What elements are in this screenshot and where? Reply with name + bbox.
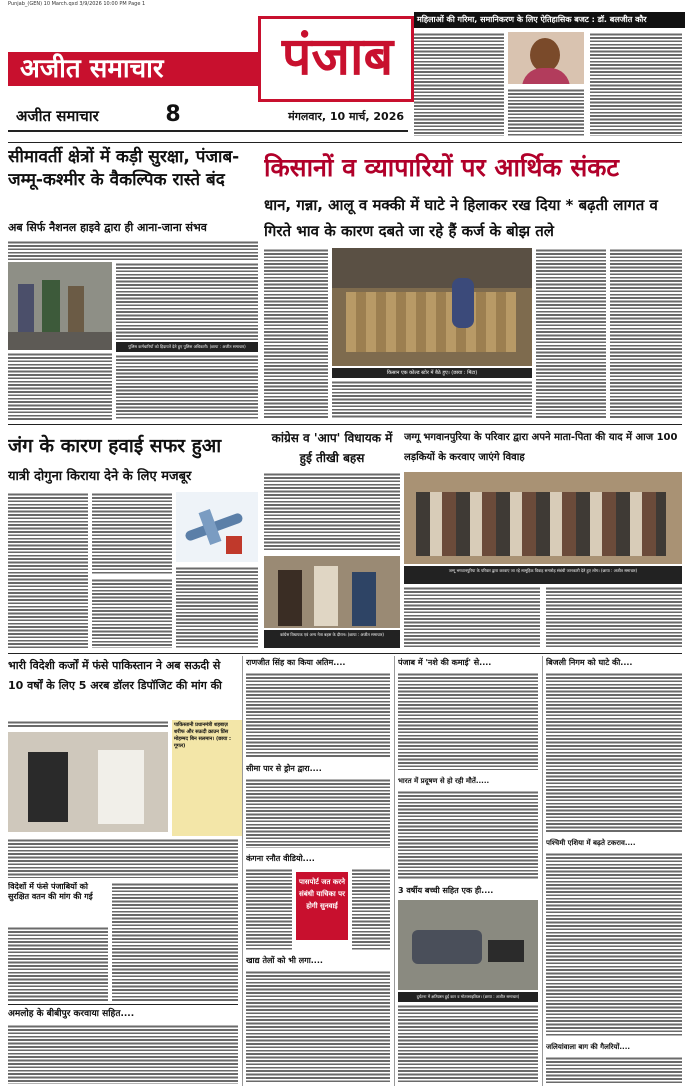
mid-text-3a xyxy=(246,868,292,950)
story6-text-c xyxy=(112,882,238,1002)
page-number: 8 xyxy=(165,102,181,127)
story3-text-c xyxy=(176,566,258,648)
story5-headline: जग्गू भगवानपुरिया के परिवार द्वारा अपने माता-पिता की याद में आज 100 लड़कियों के करवाए जाएंगे विवाह xyxy=(404,432,678,463)
story3-text-d xyxy=(92,578,172,648)
divider xyxy=(542,656,543,1086)
story3-text-b xyxy=(92,492,172,574)
mid-text-2 xyxy=(246,778,390,848)
story-amloh xyxy=(8,1006,238,1086)
mid-text-3b xyxy=(352,868,390,950)
story-air-travel xyxy=(8,428,258,650)
story2-text-d xyxy=(610,248,682,418)
far-text-1 xyxy=(546,672,682,832)
top-right-text-2 xyxy=(508,88,584,136)
masthead-rule xyxy=(8,130,408,132)
story-border-security xyxy=(8,146,258,421)
story6-text-a xyxy=(8,720,168,728)
top-right-headline: महिलाओं की गरिमा, समानिकरण के लिए ऐतिहासिक बजट : डॉ. बलजीत कौर xyxy=(414,12,685,28)
mid-headline-2: सीमा पार से ड्रोन द्वारा.... xyxy=(246,764,322,773)
file-info-line xyxy=(8,1,528,9)
story3-subhead: यात्री दोगुना किराया देने के लिए मजबूर xyxy=(8,469,192,484)
top-right-text-1 xyxy=(414,32,504,136)
story6-subhead: विदेशों में फंसे पंजाबियों को सुरक्षित वतन की मांग की गई xyxy=(8,882,93,901)
story1-text-c xyxy=(116,354,258,420)
story6-text-b xyxy=(8,838,238,878)
pm-crown-prince-photo xyxy=(8,732,168,832)
right-text-2 xyxy=(398,790,538,880)
far-headline-2: पश्चिमी एशिया में बढ़ते टकराव.... xyxy=(546,839,636,847)
airplane-illustration xyxy=(176,492,258,562)
top-right-text-3 xyxy=(590,32,682,136)
story-congress-aap xyxy=(264,428,400,650)
right-text-1 xyxy=(398,672,538,770)
far-text-2 xyxy=(546,852,682,1036)
mid-text-1 xyxy=(246,672,390,758)
right-headline-1: पंजाब में 'नशे की कमाई' से.... xyxy=(398,658,492,667)
story2-caption: किसान एक कोल्ड स्टोर में बैठे हुए। (छाया : मिंटा) xyxy=(332,368,532,378)
story7-text xyxy=(8,1024,238,1084)
far-headline-1: बिजली निगम को घाटे की.... xyxy=(546,658,633,667)
story2-subhead: धान, गन्ना, आलू व मक्की में घाटे ने हिलाकर रख दिया * बढ़ती लागत व गिरते भाव के कारण दबते जा रहे हैं कर्ज के बोझ तले xyxy=(264,196,658,240)
story5-caption: जग्गू भगवानपुरिया के परिवार द्वारा करवाए जा रहे सामूहिक विवाह समारोह संबंधी जानकारी देते हुए लोग। (छाया : अजीत समाचार) xyxy=(404,566,682,584)
story4-caption: कांग्रेस विधायक एवं अन्य नेता बहस के दौरान। (छाया : अजीत समाचार) xyxy=(264,630,400,648)
far-headline-3: जलियांवाला बाग की गैलरियों.... xyxy=(546,1043,631,1051)
story3-headline: जंग के कारण हवाई सफर हुआ xyxy=(8,435,222,457)
cold-store-photo xyxy=(332,248,532,366)
story1-headline: सीमावर्ती क्षेत्रों में कड़ी सुरक्षा, पंजाब-जम्मू-कश्मीर के वैकल्पिक रास्ते बंद xyxy=(8,147,240,190)
mid-text-4 xyxy=(246,970,390,1084)
story2-headline: किसानों व व्यापारियों पर आर्थिक संकट xyxy=(264,153,620,182)
page-date: मंगलवार, 10 मार्च, 2026 xyxy=(288,110,404,123)
mla-debate-photo xyxy=(264,556,400,628)
continuations-column-b xyxy=(398,656,538,1086)
divider xyxy=(8,424,682,425)
story1-text-a xyxy=(8,352,112,420)
mid-headline-4: खाद्य तेलों को भी लगा.... xyxy=(246,956,323,965)
right-headline-3: 3 वर्षीय बच्ची सहित एक ही.... xyxy=(398,886,494,895)
passport-box-text: पासपोर्ट जत करने संबंधी याचिका पर होगी सुनवाई xyxy=(298,878,346,910)
story7-headline: अमलोह के बीबीपुर करवाया सहित.... xyxy=(8,1009,135,1019)
masthead-sub-left: अजीत समाचार xyxy=(16,107,99,125)
story1-caption: पुलिस कर्मचारियों को हिदायतें देते हुए पुलिस अधिकारी। (छाया : अजीत समाचार) xyxy=(116,342,258,352)
divider xyxy=(8,142,682,143)
story5-text-b xyxy=(546,586,682,648)
mid-headline-1: राणजीत सिंह का किया अतिम.... xyxy=(246,658,346,667)
story6-text-d xyxy=(8,926,108,1002)
right-headline-2: भारत में प्रदूषण से हो रही मौतें..... xyxy=(398,777,490,785)
masthead-left-brand: अजीत समाचार xyxy=(20,54,164,84)
story-farmers-crisis xyxy=(264,146,682,421)
masthead xyxy=(8,12,408,132)
far-text-3 xyxy=(546,1056,682,1084)
accident-photo xyxy=(398,900,538,990)
story5-text-a xyxy=(404,586,540,648)
divider xyxy=(8,1004,238,1005)
divider xyxy=(394,656,395,1086)
story4-headline: कांग्रेस व 'आप' विधायक में हुई तीखी बहस xyxy=(271,431,393,465)
continuations-column-a xyxy=(246,656,390,1086)
story2-text-c xyxy=(536,248,606,418)
story1-subhead: अब सिर्फ नैशनल हाइवे द्वारा ही आना-जाना संभव xyxy=(8,221,207,234)
divider xyxy=(242,656,243,1086)
wedding-group-photo xyxy=(404,472,682,564)
right-caption: दुर्घटना में क्षतिग्रस्त हुई कार व मोटरसाइकिल। (छाया : अजीत समाचार) xyxy=(398,992,538,1002)
story3-text-a xyxy=(8,492,88,648)
story-mass-wedding xyxy=(404,428,682,650)
passport-box xyxy=(296,872,348,940)
mid-headline-3: कंगना रनौत वीडियो.... xyxy=(246,854,315,863)
top-right-story xyxy=(414,12,682,140)
story6-headline: भारी विदेशी कर्जों में फंसे पाकिस्तान ने अब सऊदी से 10 वर्षों के लिए 5 अरब डॉलर डिपॉजिट की मांग की xyxy=(8,659,222,692)
story6-side-caption: पाकिस्तानी प्रधानमंत्री शहबाज़ शरीफ और सऊदी क्राउन प्रिंस मोहम्मद बिन सलमान। (छाया : गूगल) xyxy=(172,720,242,836)
story2-text-b xyxy=(332,380,532,418)
divider xyxy=(8,653,682,654)
story-pakistan-debt xyxy=(8,656,238,1002)
masthead-right-brand: पंजाब xyxy=(281,27,394,87)
file-info-text: Punjab_(GEN) 10 March.qxd 3/9/2026 10:00 PM Page 1 xyxy=(8,1,146,7)
police-photo xyxy=(8,262,112,350)
minister-portrait xyxy=(508,32,584,84)
right-text-3 xyxy=(398,1004,538,1084)
story1-intro xyxy=(8,240,258,260)
story4-text-a xyxy=(264,472,400,552)
continuations-column-c xyxy=(546,656,682,1086)
story1-text-b xyxy=(116,262,258,340)
story2-text-a xyxy=(264,248,328,418)
